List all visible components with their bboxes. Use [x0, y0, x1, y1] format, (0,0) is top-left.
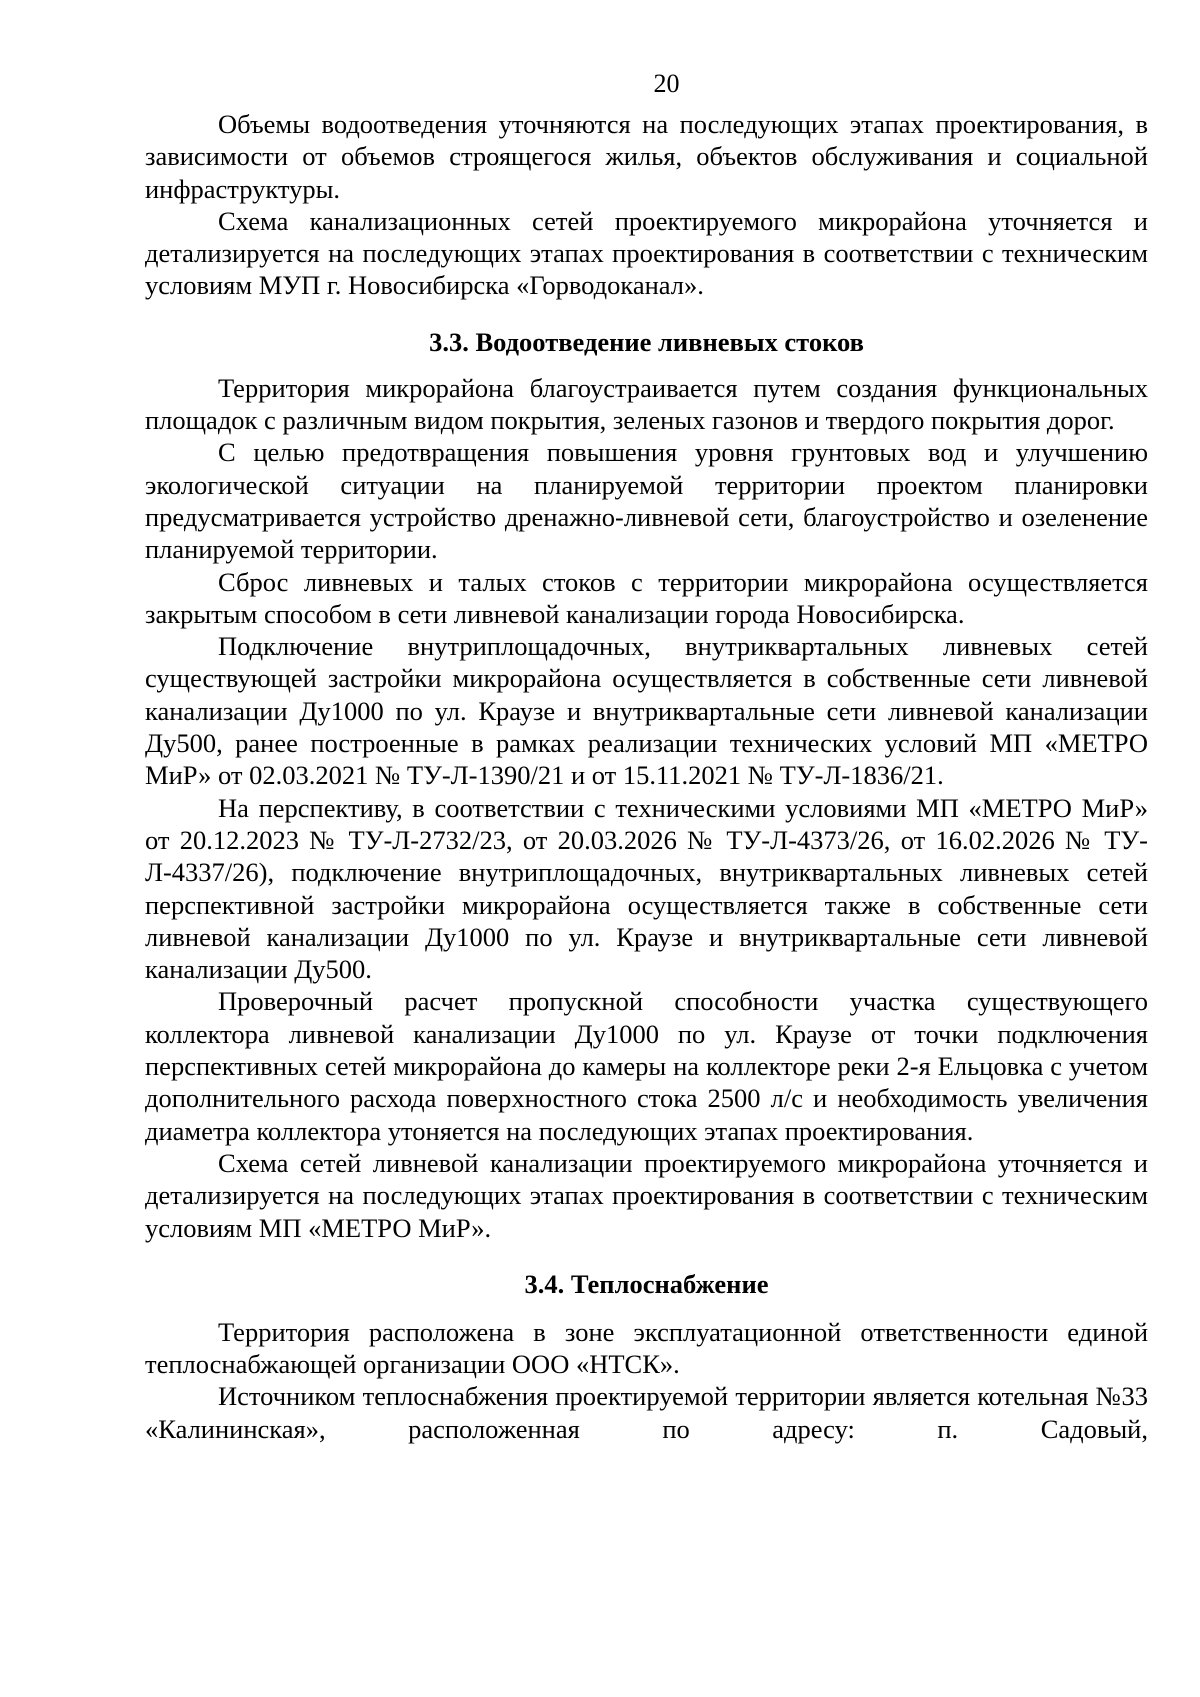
section-heading-3-3: 3.3. Водоотведение ливневых стоков — [429, 326, 864, 357]
paragraph: Схема канализационных сетей проектируемого микрорайона уточняется и детализируется на последующих этапах проектирования в соответствии с техническим условиям МУП г. Новосибирска «Горводоканал». — [145, 205, 1148, 301]
paragraph: Подключение внутриплощадочных, внутриквартальных ливневых сетей существующей застройки микрорайона осуществляется в собственные сети ливневой канализации Ду1000 по ул. Краузе и внутриквартальные сети ливневой канализации Ду500, ранее построенные в рамках реализации технических условий МП «МЕТРО МиР» от 02.03.2021 № ТУ-Л-1390/21 и от 15.11.2021 № ТУ-Л-1836/21. — [145, 631, 1148, 791]
spacer — [145, 302, 1148, 326]
paragraph: Источником теплоснабжения проектируемой территории является котельная №33 «Калининская», расположенная по адресу: п. Садовый, — [145, 1381, 1148, 1444]
paragraph: На перспективу, в соответствии с техническими условиями МП «МЕТРО МиР» от 20.12.2023 № ТУ-Л-2732/23, от 20.03.2026 № ТУ-Л-4373/26, от 16.02.2026 № ТУ-Л-4337/26), подключение внутриплощадочных, внутриквартальных ливневых сетей перспективной застройки микрорайона осуществляется также в собственные сети ливневой канализации Ду1000 по ул. Краузе и внутриквартальные сети ливневой канализации Ду500. — [145, 792, 1148, 985]
paragraph: С целью предотвращения повышения уровня грунтовых вод и улучшению экологической ситуации на планируемой территории проектом планировки предусматривается устройство дренажно-ливневой сети, благоустройство и озеленение планируемой территории. — [145, 437, 1148, 565]
paragraph: Сброс ливневых и талых стоков с территории микрорайона осуществляется закрытым способом в сети ливневой канализации города Новосибирска. — [145, 566, 1148, 629]
paragraph: Территория расположена в зоне эксплуатационной ответственности единой теплоснабжающей организации ООО «НТСК». — [145, 1316, 1148, 1380]
page-number: 20 — [653, 69, 680, 98]
spacer — [145, 1244, 1148, 1268]
paragraph: Проверочный расчет пропускной способности участка существующего коллектора ливневой канализации Ду1000 по ул. Краузе от точки подключения перспективных сетей микрорайона до камеры на коллекторе реки 2-я Ельцовка с учетом дополнительного расхода поверхностного стока 2500 л/с и необходимость увеличения диаметра коллектора утоняется на последующих этапах проектирования. — [145, 986, 1148, 1146]
spacer — [145, 358, 1148, 372]
paragraph: Территория микрорайона благоустраивается путем создания функциональных площадок с различным видом покрытия, зеленых газонов и твердого покрытия дорог. — [145, 372, 1148, 436]
paragraph: Объемы водоотведения уточняются на последующих этапах проектирования, в зависимости от объемов строящегося жилья, объектов обслуживания и социальной инфраструктуры. — [145, 109, 1148, 204]
section-heading-3-4: 3.4. Теплоснабжение — [524, 1268, 769, 1299]
document-page — [145, 60, 1148, 1445]
spacer — [145, 1300, 1148, 1316]
paragraph: Схема сетей ливневой канализации проектируемого микрорайона уточняется и детализируется на последующих этапах проектирования в соответствии с техническим условиям МП «МЕТРО МиР». — [145, 1147, 1148, 1243]
